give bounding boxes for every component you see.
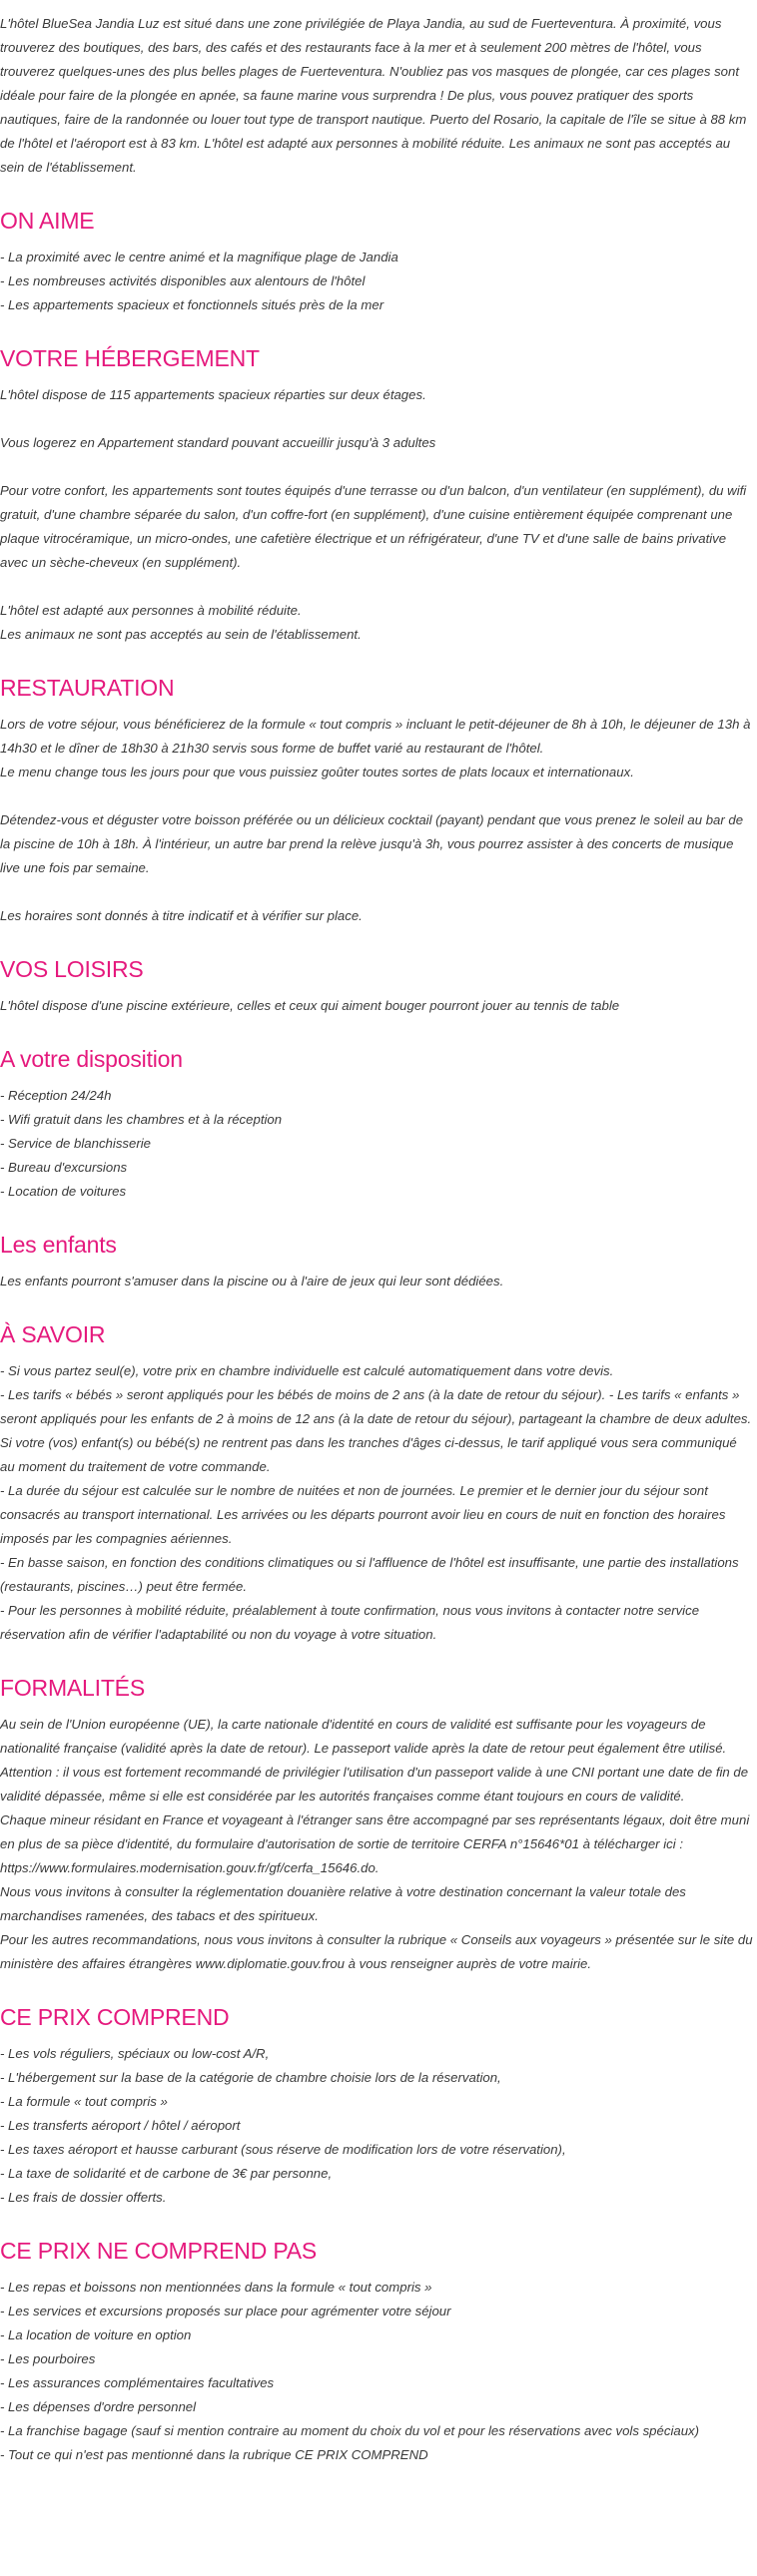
restauration-paragraph: Les horaires sont donnés à titre indicatif et à vérifier sur place. xyxy=(0,908,363,923)
list-item: - Les dépenses d'ordre personnel xyxy=(0,2399,197,2414)
heading-enfants: Les enfants xyxy=(0,1232,117,1258)
formalites-line: Pour les autres recommandations, nous vous invitons à consulter la rubrique « Conseils aux voyageurs » présentée sur le site du ministère des affaires étrangères www.diplomatie.gouv.frou à vous renseigner auprès de votre mairie. xyxy=(0,1932,753,1971)
section-formalites xyxy=(0,1673,757,1976)
restauration-paragraph: Détendez-vous et déguster votre boisson préférée ou un délicieux cocktail (payant) pendant que vous prenez le soleil au bar de la piscine de 10h à 18h. À l'intérieur, un autre bar prend la relève jusqu'à 3h, vous pourrez assister à des concerts de musique live une fois par semaine. xyxy=(0,812,744,875)
loisirs-paragraph: L'hôtel dispose d'une piscine extérieure, celles et ceux qui aiment bouger pourront jouer au tennis de table xyxy=(0,998,620,1013)
list-item: - Les pourboires xyxy=(0,2351,96,2366)
list-item: - Les repas et boissons non mentionnées dans la formule « tout compris » xyxy=(0,2280,432,2295)
section-enfants xyxy=(0,1230,757,1293)
a-savoir-line: - Si vous partez seul(e), votre prix en chambre individuelle est calculé automatiquement dans votre devis. xyxy=(0,1363,614,1378)
list-item: - Les nombreuses activités disponibles aux alentours de l'hôtel xyxy=(0,273,366,288)
section-prix-comprend xyxy=(0,2002,757,2210)
hebergement-paragraph: L'hôtel est adapté aux personnes à mobilité réduite. xyxy=(0,603,302,618)
list-item: - Wifi gratuit dans les chambres et à la réception xyxy=(0,1112,283,1127)
restauration-paragraph: Le menu change tous les jours pour que vous puissiez goûter toutes sortes de plats locaux et internationaux. xyxy=(0,765,634,779)
heading-disposition: A votre disposition xyxy=(0,1046,183,1072)
heading-hebergement: VOTRE HÉBERGEMENT xyxy=(0,345,260,371)
list-item: - Réception 24/24h xyxy=(0,1088,112,1103)
list-item: - Les transferts aéroport / hôtel / aéroport xyxy=(0,2118,241,2133)
heading-restauration: RESTAURATION xyxy=(0,675,175,701)
heading-a-savoir: À SAVOIR xyxy=(0,1321,106,1347)
list-item: - Location de voitures xyxy=(0,1184,127,1199)
formalites-link[interactable]: https://www.formulaires.modernisation.gouv.fr/gf/cerfa_15646.do. xyxy=(0,1860,379,1875)
hebergement-paragraph: Les animaux ne sont pas acceptés au sein de l'établissement. xyxy=(0,627,362,642)
section-a-savoir xyxy=(0,1319,757,1647)
on-aime-list xyxy=(0,246,757,317)
a-savoir-line: - La durée du séjour est calculée sur le nombre de nuitées et non de journées. Le premier et le dernier jour du séjour sont consacrés au transport international. Les arrivées ou les départs pourront avoir lieu en cours de nuit en fonction des horaires imposés par les compagnies aériennes. xyxy=(0,1483,726,1546)
list-item: - Les assurances complémentaires facultatives xyxy=(0,2375,275,2390)
section-hebergement xyxy=(0,343,757,647)
list-item: - Les vols réguliers, spéciaux ou low-cost A/R, xyxy=(0,2046,270,2061)
prix-ne-comprend-pas-list xyxy=(0,2276,757,2467)
formalites-line: Nous vous invitons à consulter la réglementation douanière relative à votre destination concernant la valeur totale des marchandises ramenées, des tabacs et des spiritueux. xyxy=(0,1884,686,1923)
list-item: - Tout ce qui n'est pas mentionné dans la rubrique CE PRIX COMPREND xyxy=(0,2447,428,2462)
section-prix-ne-comprend-pas xyxy=(0,2236,757,2467)
heading-formalites: FORMALITÉS xyxy=(0,1675,145,1701)
heading-loisirs: VOS LOISIRS xyxy=(0,956,144,982)
prix-comprend-list xyxy=(0,2042,757,2210)
list-item: - Les frais de dossier offerts. xyxy=(0,2190,167,2205)
list-item: - La taxe de solidarité et de carbone de 3€ par personne, xyxy=(0,2166,333,2181)
restauration-paragraph: Lors de votre séjour, vous bénéficierez de la formule « tout compris » incluant le petit-déjeuner de 8h à 10h, le déjeuner de 13h à 14h30 et le dîner de 18h30 à 21h30 servis sous forme de buffet varié au restaurant de l'hôtel. xyxy=(0,717,751,756)
list-item: - La formule « tout compris » xyxy=(0,2094,168,2109)
formalites-line: Au sein de l'Union européenne (UE), la carte nationale d'identité en cours de validité est suffisante pour les voyageurs de nationalité française (validité après la date de retour). Le passeport valide après la date de retour peut également être utilisé. Attention : il vous est fortement recommandé de privilégier l'utilisation d'un passeport valide à une CNI portant une date de fin de validité dépassée, même si elle est considérée par les autorités françaises comme étant toujours en cours de validité. xyxy=(0,1717,749,1803)
section-on-aime xyxy=(0,206,757,317)
heading-prix-comprend: CE PRIX COMPREND xyxy=(0,2004,230,2030)
a-savoir-line: - Pour les personnes à mobilité réduite, préalablement à toute confirmation, nous vous invitons à contacter notre service réservation afin de vérifier l'adaptabilité ou non du voyage à votre situation. xyxy=(0,1603,700,1642)
heading-on-aime: ON AIME xyxy=(0,208,95,234)
list-item: - La franchise bagage (sauf si mention contraire au moment du choix du vol et pour les réservations avec vols spéciaux) xyxy=(0,2423,700,2438)
intro-paragraph: L'hôtel BlueSea Jandia Luz est situé dans une zone privilégiée de Playa Jandia, au sud de Fuerteventura. À proximité, vous trouverez des boutiques, des bars, des cafés et des restaurants face à la mer et à seulement 200 mètres de l'hôtel, vous trouverez quelques-unes des plus belles plages de Fuerteventura. N'oubliez pas vos masques de plongée, car ces plages sont idéale pour faire de la plongée en apnée, sa faune marine vous surprendra ! De plus, vous pouvez pratiquer des sports nautiques, faire de la randonnée ou louer tout type de transport nautique. Puerto del Rosario, la capitale de l'île se situe à 88 km de l'hôtel et l'aéroport est à 83 km. L'hôtel est adapté aux personnes à mobilité réduite. Les animaux ne sont pas acceptés au sein de l'établissement. xyxy=(0,16,747,175)
disposition-list xyxy=(0,1084,757,1204)
a-savoir-line: - Les tarifs « bébés » seront appliqués pour les bébés de moins de 2 ans (à la date de retour du séjour). - Les tarifs « enfants » seront appliqués pour les enfants de 2 à moins de 12 ans (à la date de retour du séjour), partageant la chambre de deux adultes. xyxy=(0,1387,752,1426)
section-disposition xyxy=(0,1044,757,1204)
list-item: - Les appartements spacieux et fonctionnels situés près de la mer xyxy=(0,297,384,312)
heading-prix-ne-comprend-pas: CE PRIX NE COMPREND PAS xyxy=(0,2238,318,2264)
hebergement-paragraph: L'hôtel dispose de 115 appartements spacieux réparties sur deux étages. xyxy=(0,387,426,402)
hebergement-paragraph: Pour votre confort, les appartements sont toutes équipés d'une terrasse ou d'un balcon, d'un ventilateur (en supplément), du wifi gratuit, d'une chambre séparée du salon, d'un coffre-fort (en supplément), d'une cuisine entièrement équipée comprenant une plaque vitrocéramique, un micro-ondes, une cafetière électrique et un réfrigérateur, d'une TV et d'une salle de bains privative avec un sèche-cheveux (en supplément). xyxy=(0,483,747,570)
list-item: - La location de voiture en option xyxy=(0,2327,192,2342)
enfants-paragraph: Les enfants pourront s'amuser dans la piscine ou à l'aire de jeux qui leur sont dédiées. xyxy=(0,1274,504,1288)
a-savoir-line: - En basse saison, en fonction des conditions climatiques ou si l'affluence de l'hôtel est insuffisante, une partie des installations (restaurants, piscines…) peut être fermée. xyxy=(0,1555,739,1594)
list-item: - Les taxes aéroport et hausse carburant (sous réserve de modification lors de votre réservation), xyxy=(0,2142,566,2157)
list-item: - L'hébergement sur la base de la catégorie de chambre choisie lors de la réservation, xyxy=(0,2070,501,2085)
list-item: - Bureau d'excursions xyxy=(0,1160,128,1175)
list-item: - Les services et excursions proposés sur place pour agrémenter votre séjour xyxy=(0,2304,451,2318)
list-item: - Service de blanchisserie xyxy=(0,1136,151,1151)
formalites-line: Chaque mineur résidant en France et voyageant à l'étranger sans être accompagné par ses représentants légaux, doit être muni en plus de sa pièce d'identité, du formulaire d'autorisation de sortie de territoire CERFA n°15646*01 à télécharger ici : xyxy=(0,1812,750,1851)
section-loisirs xyxy=(0,954,757,1018)
list-item: - La proximité avec le centre animé et la magnifique plage de Jandia xyxy=(0,250,398,264)
a-savoir-line: Si votre (vos) enfant(s) ou bébé(s) ne rentrent pas dans les tranches d'âges ci-dessus, le tarif appliqué vous sera communiqué au moment du traitement de votre commande. xyxy=(0,1435,737,1474)
hebergement-paragraph: Vous logerez en Appartement standard pouvant accueillir jusqu'à 3 adultes xyxy=(0,435,436,450)
section-restauration xyxy=(0,673,757,928)
